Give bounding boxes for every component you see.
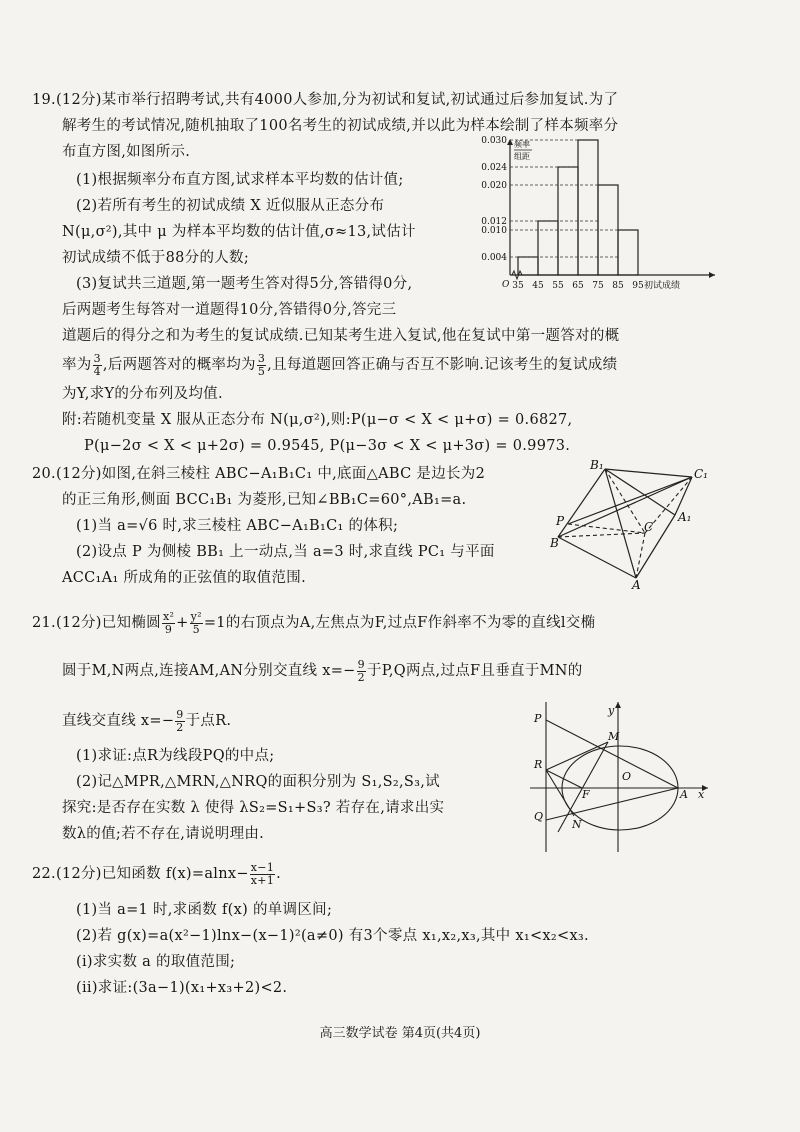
p21-line1: 21.(12分)已知椭圆 $\frac{\text{x²}}{9}$ + $\frac{\text{y²}}{5}$ =1的右顶点为A,左焦点为F,过点F作斜率不为零的直线l交椭 <box>32 609 596 636</box>
p22-line1: 22.(12分)已知函数 f(x)=alnx− $\frac{x-1}{x+1}$ . <box>32 860 282 887</box>
p20-q2b: ACC₁A₁ 所成角的正弦值的取值范围. <box>62 570 306 586</box>
y-axis-label-bottom: 组距 <box>514 152 530 161</box>
label-O: O <box>622 770 632 783</box>
histogram-bar <box>538 221 558 275</box>
x-tick-label: 55 <box>552 281 564 291</box>
label-P: P <box>534 712 542 725</box>
label-C1: C₁ <box>694 467 708 481</box>
label-B: B <box>550 536 559 550</box>
p21-q2a: (2)记△MPR,△MRN,△NRQ的面积分别为 S₁,S₂,S₃,试 <box>76 774 440 790</box>
fraction-x-1-x+1: $\frac{x-1}{x+1}$ <box>250 860 275 887</box>
label-F: F <box>582 788 590 801</box>
label-A: A <box>680 788 688 801</box>
y-tick-label: 0.020 <box>481 181 507 191</box>
fraction-9-2-b: $\frac{9}{2}$ <box>176 707 184 734</box>
label-Q: Q <box>534 810 544 823</box>
y-tick-label: 0.024 <box>481 163 507 173</box>
page-footer: 高三数学试卷 第4页(共4页) <box>319 1026 481 1041</box>
frequency-histogram <box>470 135 720 295</box>
label-B1: B₁ <box>590 458 604 472</box>
fraction-y2-5: $\frac{\text{y²}}{5}$ <box>190 609 202 636</box>
label-x: x <box>698 788 705 801</box>
fraction-3-4: $\frac{3}{4}$ <box>93 351 101 378</box>
label-N: N <box>572 818 582 831</box>
p21-q1: (1)求证:点R为线段PQ的中点; <box>76 748 275 764</box>
p19-q1: (1)根据频率分布直方图,试求样本平均数的估计值; <box>76 172 404 188</box>
histogram-bar <box>618 230 638 275</box>
x-tick-label: 35 <box>512 281 524 291</box>
y-axis-label-top: 频率 <box>514 140 530 149</box>
p19-q2c: 初试成绩不低于88分的人数; <box>62 250 250 266</box>
y-tick-label: 0.004 <box>481 253 507 263</box>
p19-line1: 19.(12分)某市举行招聘考试,共有4000人参加,分为初试和复试,初试通过后参加复试.为了 <box>32 92 619 108</box>
x-tick-label: 95 <box>632 281 644 291</box>
p19-q3d: 率为 $\frac{3}{4}$ ,后两题答对的概率均为 $\frac{3}{5}$ ,且每道题回答正确与否互不影响.记该考生的复试成绩 <box>62 351 618 378</box>
p19-q3b: 后两题考生每答对一道题得10分,答错得0分,答完三 <box>62 302 397 318</box>
y-tick-label: 0.012 <box>481 217 507 227</box>
label-M: M <box>608 730 620 743</box>
label-A: A <box>632 578 641 590</box>
ellipse-figure <box>530 700 710 855</box>
p22-q2: (2)若 g(x)=a(x²−1)lnx−(x−1)²(a≠0) 有3个零点 x₁,x₂,x₃,其中 x₁<x₂<x₃. <box>76 928 589 944</box>
label-P: P <box>556 514 565 528</box>
p19-note2: P(μ−2σ < X < μ+2σ) = 0.9545, P(μ−3σ < X < μ+3σ) = 0.9973. <box>84 438 571 454</box>
p21-line2: 圆于M,N两点,连接AM,AN分别交直线 x=− $\frac{9}{2}$ 于P,Q两点,过点F且垂直于MN的 <box>62 657 583 684</box>
label-R: R <box>534 758 543 771</box>
p21-q2c: 数λ的值;若不存在,请说明理由. <box>62 826 265 842</box>
x-axis-arrow <box>709 272 715 278</box>
p22-q1: (1)当 a=1 时,求函数 f(x) 的单调区间; <box>76 902 333 918</box>
p20-q1: (1)当 a=√6 时,求三棱柱 ABC−A₁B₁C₁ 的体积; <box>76 518 399 534</box>
p20-q2a: (2)设点 P 为侧棱 BB₁ 上一动点,当 a=3 时,求直线 PC₁ 与平面 <box>76 544 495 560</box>
p19-note1: 附:若随机变量 X 服从正态分布 N(μ,σ²),则:P(μ−σ < X < μ+σ) = 0.6827, <box>62 412 573 428</box>
label-y: y <box>608 704 615 717</box>
p19-q3a: (3)复试共三道题,第一题考生答对得5分,答错得0分, <box>76 276 413 292</box>
y-tick-label: 0.030 <box>481 136 507 146</box>
p20-line2: 的正三角形,侧面 BCC₁B₁ 为菱形,已知∠BB₁C=60°,AB₁=a. <box>62 492 467 508</box>
x-tick-label: 75 <box>592 281 604 291</box>
p19-q2b: N(μ,σ²),其中 μ 为样本平均数的估计值,σ≈13,试估计 <box>62 224 416 240</box>
x-tick-label: 65 <box>572 281 584 291</box>
fraction-9-2: $\frac{9}{2}$ <box>357 657 365 684</box>
p19-line3: 布直方图,如图所示. <box>62 144 191 160</box>
label-C: C <box>644 520 654 534</box>
x-tick-label: 85 <box>612 281 624 291</box>
p19-q3c: 道题后的得分之和为考生的复试成绩.已知某考生进入复试,他在复试中第一题答对的概 <box>62 328 620 344</box>
origin-label: O <box>502 280 510 290</box>
p19-q3e: 为Y,求Y的分布列及均值. <box>62 386 223 402</box>
p19-line2: 解考生的考试情况,随机抽取了100名考生的初试成绩,并以此为样本绘制了样本频率分 <box>62 118 619 134</box>
x-axis-label: 初试成绩 <box>644 281 681 291</box>
x-tick-label: 45 <box>532 281 544 291</box>
prism-figure <box>550 455 710 590</box>
p19-q2a: (2)若所有考生的初试成绩 X 近似服从正态分布 <box>76 198 385 214</box>
p21-q2b: 探究:是否存在实数 λ 使得 λS₂=S₁+S₃? 若存在,请求出实 <box>62 800 445 816</box>
p20-line1: 20.(12分)如图,在斜三棱柱 ABC−A₁B₁C₁ 中,底面△ABC 是边长为2 <box>32 466 486 482</box>
p22-qii: (ii)求证:(3a−1)(x₁+x₃+2)<2. <box>76 980 288 996</box>
fraction-3-5: $\frac{3}{5}$ <box>257 351 266 378</box>
histogram-bar <box>578 140 598 275</box>
label-A1: A₁ <box>678 510 692 524</box>
p21-line3: 直线交直线 x=− $\frac{9}{2}$ 于点R. <box>62 707 232 734</box>
y-tick-label: 0.010 <box>481 226 507 236</box>
fraction-x2-9: $\frac{\text{x²}}{9}$ <box>162 609 175 636</box>
p22-qi: (i)求实数 a 的取值范围; <box>76 954 236 970</box>
